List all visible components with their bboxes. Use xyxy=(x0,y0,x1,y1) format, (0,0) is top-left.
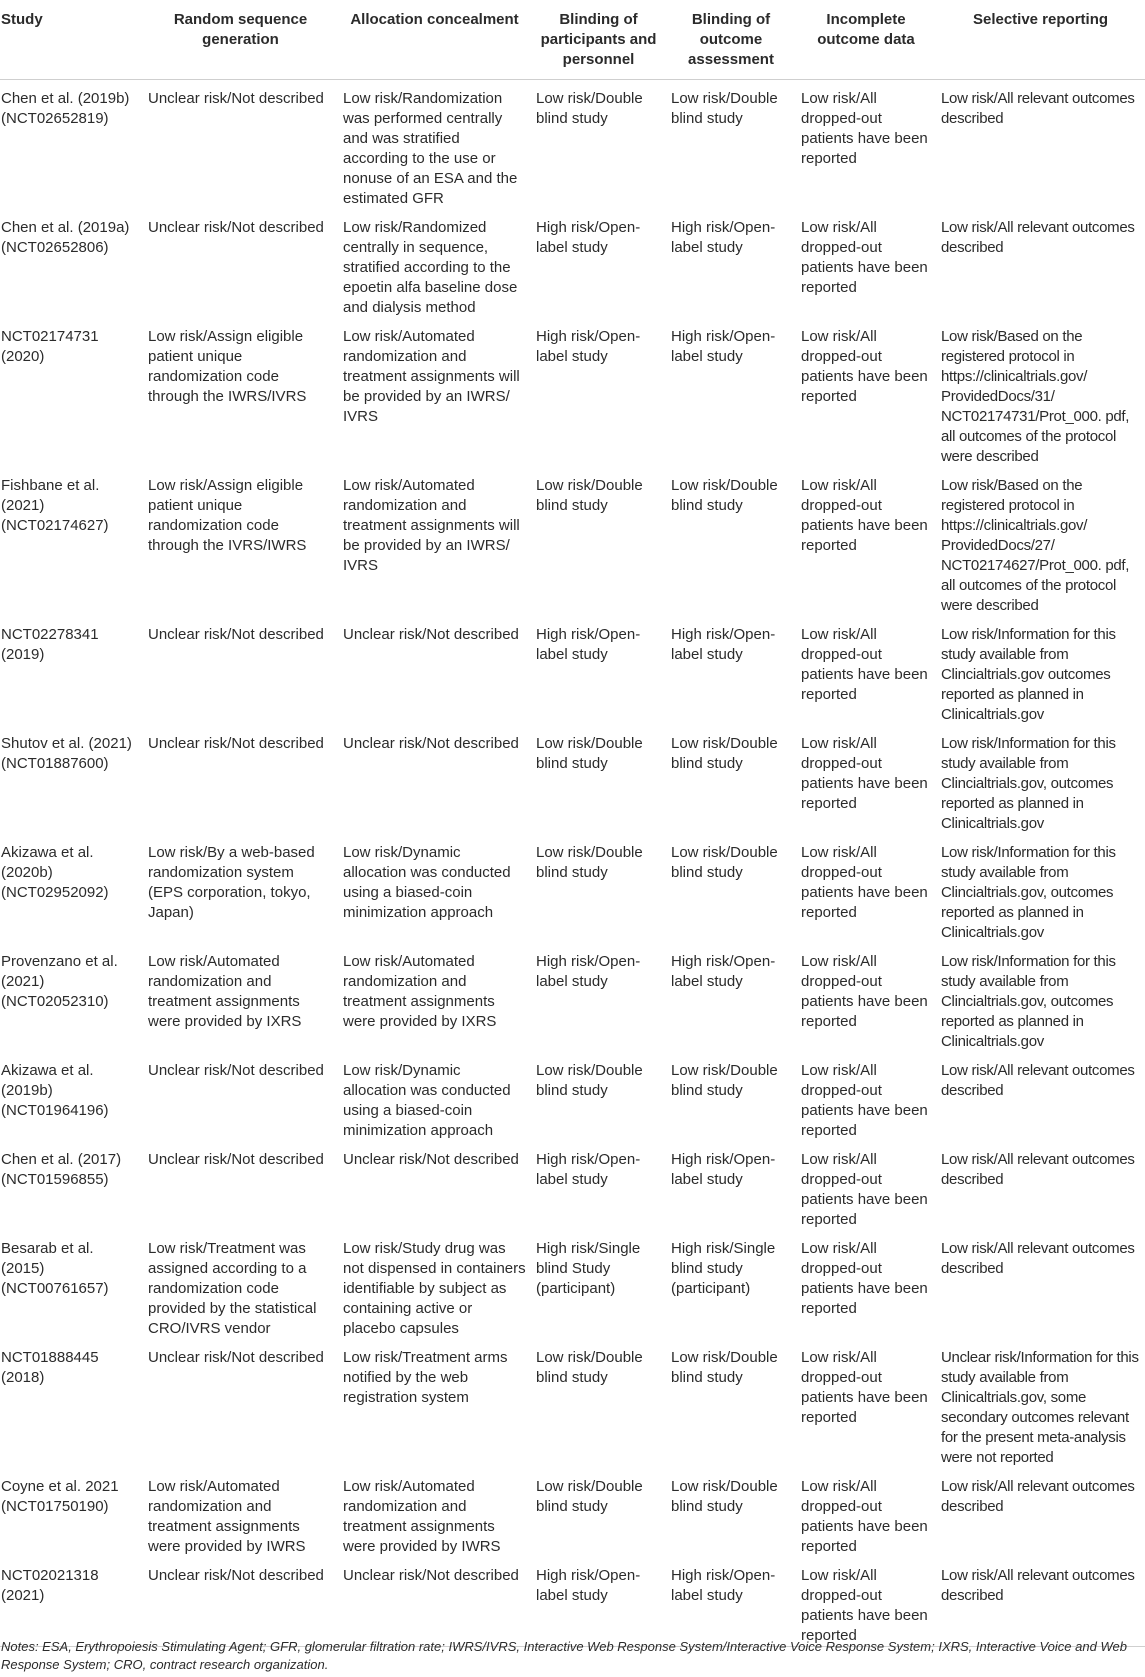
cell-blinding-participants: Low risk/Double blind study xyxy=(536,477,643,514)
cell-incomplete-data: Low risk/All dropped-out patients have been reported xyxy=(801,90,928,167)
header-blinding-participants: Blinding of participants and personnel xyxy=(531,0,666,80)
cell-allocation: Unclear risk/Not described xyxy=(343,1151,519,1168)
cell-blinding-outcome: Low risk/Double blind study xyxy=(671,844,778,881)
cell-study: NCT02278341 (2019) xyxy=(1,626,99,663)
cell-random-sequence: Unclear risk/Not described xyxy=(148,735,324,752)
table-body xyxy=(0,80,1145,1647)
cell-incomplete-data: Low risk/All dropped-out patients have been reported xyxy=(801,477,928,554)
cell-selective-reporting: Low risk/All relevant outcomes described xyxy=(941,1151,1135,1188)
header-blinding-outcome: Blinding of outcome assessment xyxy=(666,0,796,80)
cell-selective-reporting: Low risk/All relevant outcomes described xyxy=(941,1478,1135,1515)
cell-blinding-participants: High risk/Open-label study xyxy=(536,626,641,663)
cell-allocation: Low risk/Automated randomization and treatment assignments were provided by IXRS xyxy=(343,953,497,1030)
table-row xyxy=(0,80,1145,210)
cell-blinding-participants: High risk/Open-label study xyxy=(536,328,641,365)
cell-incomplete-data: Low risk/All dropped-out patients have been reported xyxy=(801,328,928,405)
table-notes: Notes: ESA, Erythropoiesis Stimulating Agent; GFR, glomerular filtration rate; IWRS/IVRS, Interactive Web Response System/Interactive Voice Response System; IXRS, Interactive Voice and Web Response System; CRO, contract research organization. xyxy=(1,1639,1127,1672)
cell-blinding-outcome: High risk/Open-label study xyxy=(671,1151,776,1188)
cell-incomplete-data: Low risk/All dropped-out patients have been reported xyxy=(801,1240,928,1317)
cell-selective-reporting: Unclear risk/Information for this study available from Clinicaltrials.gov, some secondary outcomes relevant for the present meta-analysis were not reported xyxy=(941,1349,1139,1466)
cell-allocation: Unclear risk/Not described xyxy=(343,735,519,752)
table-row xyxy=(0,834,1145,943)
cell-allocation: Low risk/Dynamic allocation was conducted using a biased-coin minimization approach xyxy=(343,844,511,921)
header-random-sequence: Random sequence generation xyxy=(143,0,338,80)
cell-study: NCT02021318 (2021) xyxy=(0,1557,143,1647)
cell-study: Chen et al. (2017) (NCT01596855) xyxy=(1,1151,122,1188)
cell-allocation: Low risk/Randomization was performed centrally and was stratified according to the use or nonuse of an ESA and the estimated GFR xyxy=(343,90,518,207)
cell-blinding-participants: Low risk/Double blind study xyxy=(536,844,643,881)
cell-incomplete-data: Low risk/All dropped-out patients have been reported xyxy=(801,626,928,703)
cell-blinding-outcome: High risk/Single blind study (participant) xyxy=(671,1240,776,1297)
cell-study: Chen et al. (2019b) (NCT02652819) xyxy=(1,90,130,127)
cell-incomplete-data: Low risk/All dropped-out patients have been reported xyxy=(801,844,928,921)
table-row xyxy=(0,1339,1145,1468)
cell-blinding-participants: Low risk/Double blind study xyxy=(536,1062,643,1099)
table-row xyxy=(0,943,1145,1052)
cell-blinding-outcome: High risk/Open-label study xyxy=(671,626,776,663)
cell-blinding-participants: Low risk/Double blind study xyxy=(536,735,643,772)
cell-random-sequence: Low risk/Assign eligible patient unique randomization code through the IWRS/IVRS xyxy=(148,328,307,405)
cell-allocation: Low risk/Study drug was not dispensed in containers identifiable by subject as containing active or placebo capsules xyxy=(343,1240,526,1337)
header-allocation: Allocation concealment xyxy=(338,0,531,80)
cell-allocation: Unclear risk/Not described xyxy=(343,626,519,643)
header-study: Study xyxy=(0,0,143,80)
cell-study: Besarab et al. (2015) (NCT00761657) xyxy=(1,1240,109,1297)
cell-selective-reporting: Low risk/All relevant outcomes described xyxy=(941,219,1135,256)
cell-selective-reporting: Low risk/All relevant outcomes described xyxy=(941,90,1135,127)
cell-incomplete-data: Low risk/All dropped-out patients have been reported xyxy=(796,1557,936,1647)
cell-incomplete-data: Low risk/All dropped-out patients have been reported xyxy=(801,1349,928,1426)
cell-selective-reporting: Low risk/Based on the registered protocol in https://clinicaltrials.gov/ ProvidedDocs/31/ NCT02174731/Prot_000. pdf, all outcomes of the protocol were described xyxy=(941,328,1130,465)
cell-blinding-participants: High risk/Open-label study xyxy=(536,1151,641,1188)
cell-incomplete-data: Low risk/All dropped-out patients have been reported xyxy=(801,953,928,1030)
table-row xyxy=(0,467,1145,616)
cell-random-sequence: Unclear risk/Not described xyxy=(148,626,324,643)
cell-blinding-participants: High risk/Single blind Study (participant) xyxy=(536,1240,641,1297)
table-row xyxy=(0,1052,1145,1141)
cell-random-sequence: Unclear risk/Not described xyxy=(148,90,324,107)
cell-blinding-outcome: High risk/Open-label study xyxy=(666,1557,796,1647)
cell-allocation: Low risk/Automated randomization and treatment assignments will be provided by an IWRS/ IVRS xyxy=(343,477,520,574)
cell-study: Akizawa et al. (2020b) (NCT02952092) xyxy=(1,844,109,901)
cell-blinding-participants: High risk/Open-label study xyxy=(536,953,641,990)
cell-blinding-outcome: Low risk/Double blind study xyxy=(671,1349,778,1386)
cell-blinding-outcome: High risk/Open-label study xyxy=(671,219,776,256)
cell-allocation: Low risk/Treatment arms notified by the web registration system xyxy=(343,1349,508,1406)
header-incomplete-data: Incomplete outcome data xyxy=(796,0,936,80)
cell-selective-reporting: Low risk/All relevant outcomes described xyxy=(941,1062,1135,1099)
table-row xyxy=(0,1141,1145,1230)
cell-incomplete-data: Low risk/All dropped-out patients have been reported xyxy=(801,219,928,296)
cell-allocation: Low risk/Dynamic allocation was conducted using a biased-coin minimization approach xyxy=(343,1062,511,1139)
cell-random-sequence: Unclear risk/Not described xyxy=(148,219,324,236)
cell-selective-reporting: Low risk/Information for this study available from Clincialtrials.gov, outcomes reported as planned in Clinicaltrials.gov xyxy=(941,953,1116,1050)
cell-incomplete-data: Low risk/All dropped-out patients have been reported xyxy=(801,1151,928,1228)
table-row xyxy=(0,318,1145,467)
table-row xyxy=(0,1557,1145,1647)
cell-selective-reporting: Low risk/Based on the registered protocol in https://clinicaltrials.gov/ ProvidedDocs/27/ NCT02174627/Prot_000. pdf, all outcomes of the protocol were described xyxy=(941,477,1130,614)
cell-blinding-outcome: Low risk/Double blind study xyxy=(671,90,778,127)
cell-random-sequence: Low risk/Assign eligible patient unique randomization code through the IVRS/IWRS xyxy=(148,477,307,554)
cell-selective-reporting: Low risk/All relevant outcomes described xyxy=(936,1557,1145,1647)
table-row xyxy=(0,616,1145,725)
cell-random-sequence: Low risk/Automated randomization and treatment assignments were provided by IXRS xyxy=(148,953,302,1030)
cell-blinding-participants: Low risk/Double blind study xyxy=(536,1478,643,1515)
header-selective-reporting: Selective reporting xyxy=(936,0,1145,80)
cell-random-sequence: Low risk/By a web-based randomization system (EPS corporation, tokyo, Japan) xyxy=(148,844,315,921)
table-header-row xyxy=(0,0,1145,80)
cell-random-sequence: Low risk/Automated randomization and treatment assignments were provided by IWRS xyxy=(148,1478,306,1555)
cell-allocation: Unclear risk/Not described xyxy=(338,1557,531,1647)
cell-blinding-participants: High risk/Open-label study xyxy=(536,219,641,256)
cell-random-sequence: Unclear risk/Not described xyxy=(148,1349,324,1366)
cell-study: NCT02174731 (2020) xyxy=(1,328,99,365)
cell-random-sequence: Unclear risk/Not described xyxy=(148,1062,324,1079)
table-row xyxy=(0,1230,1145,1339)
cell-allocation: Low risk/Automated randomization and treatment assignments will be provided by an IWRS/ IVRS xyxy=(343,328,520,425)
cell-incomplete-data: Low risk/All dropped-out patients have been reported xyxy=(801,735,928,812)
cell-incomplete-data: Low risk/All dropped-out patients have been reported xyxy=(801,1478,928,1555)
cell-random-sequence: Unclear risk/Not described xyxy=(148,1151,324,1168)
cell-blinding-participants: Low risk/Double blind study xyxy=(536,1349,643,1386)
cell-blinding-outcome: Low risk/Double blind study xyxy=(671,477,778,514)
cell-allocation: Low risk/Randomized centrally in sequence, stratified according to the epoetin alfa baseline dose and dialysis method xyxy=(343,219,518,316)
cell-blinding-outcome: Low risk/Double blind study xyxy=(671,735,778,772)
cell-blinding-outcome: High risk/Open-label study xyxy=(671,953,776,990)
cell-blinding-participants: High risk/Open-label study xyxy=(531,1557,666,1647)
cell-study: Coyne et al. 2021 (NCT01750190) xyxy=(1,1478,119,1515)
cell-random-sequence: Low risk/Treatment was assigned according to a randomization code provided by the statistical CRO/IVRS vendor xyxy=(148,1240,317,1337)
cell-selective-reporting: Low risk/Information for this study available from Clincialtrials.gov outcomes reported as planned in Clinicaltrials.gov xyxy=(941,626,1116,723)
cell-study: Provenzano et al. (2021) (NCT02052310) xyxy=(1,953,118,1010)
cell-study: Shutov et al. (2021) (NCT01887600) xyxy=(1,735,132,772)
table-row xyxy=(0,1468,1145,1557)
cell-blinding-outcome: High risk/Open-label study xyxy=(671,328,776,365)
cell-blinding-outcome: Low risk/Double blind study xyxy=(671,1062,778,1099)
cell-random-sequence: Unclear risk/Not described xyxy=(143,1557,338,1647)
cell-study: Chen et al. (2019a) (NCT02652806) xyxy=(1,219,130,256)
table-row xyxy=(0,725,1145,834)
cell-study: NCT01888445 (2018) xyxy=(1,1349,99,1386)
cell-selective-reporting: Low risk/Information for this study available from Clincialtrials.gov, outcomes reported as planned in Clinicaltrials.gov xyxy=(941,735,1116,832)
table-row xyxy=(0,209,1145,318)
cell-allocation: Low risk/Automated randomization and treatment assignments were provided by IWRS xyxy=(343,1478,501,1555)
cell-study: Fishbane et al. (2021) (NCT02174627) xyxy=(1,477,109,534)
cell-incomplete-data: Low risk/All dropped-out patients have been reported xyxy=(801,1062,928,1139)
cell-selective-reporting: Low risk/Information for this study available from Clincialtrials.gov, outcomes reported as planned in Clinicaltrials.gov xyxy=(941,844,1116,941)
cell-study: Akizawa et al. (2019b) (NCT01964196) xyxy=(1,1062,109,1119)
cell-blinding-participants: Low risk/Double blind study xyxy=(536,90,643,127)
cell-blinding-outcome: Low risk/Double blind study xyxy=(671,1478,778,1515)
cell-selective-reporting: Low risk/All relevant outcomes described xyxy=(941,1240,1135,1277)
